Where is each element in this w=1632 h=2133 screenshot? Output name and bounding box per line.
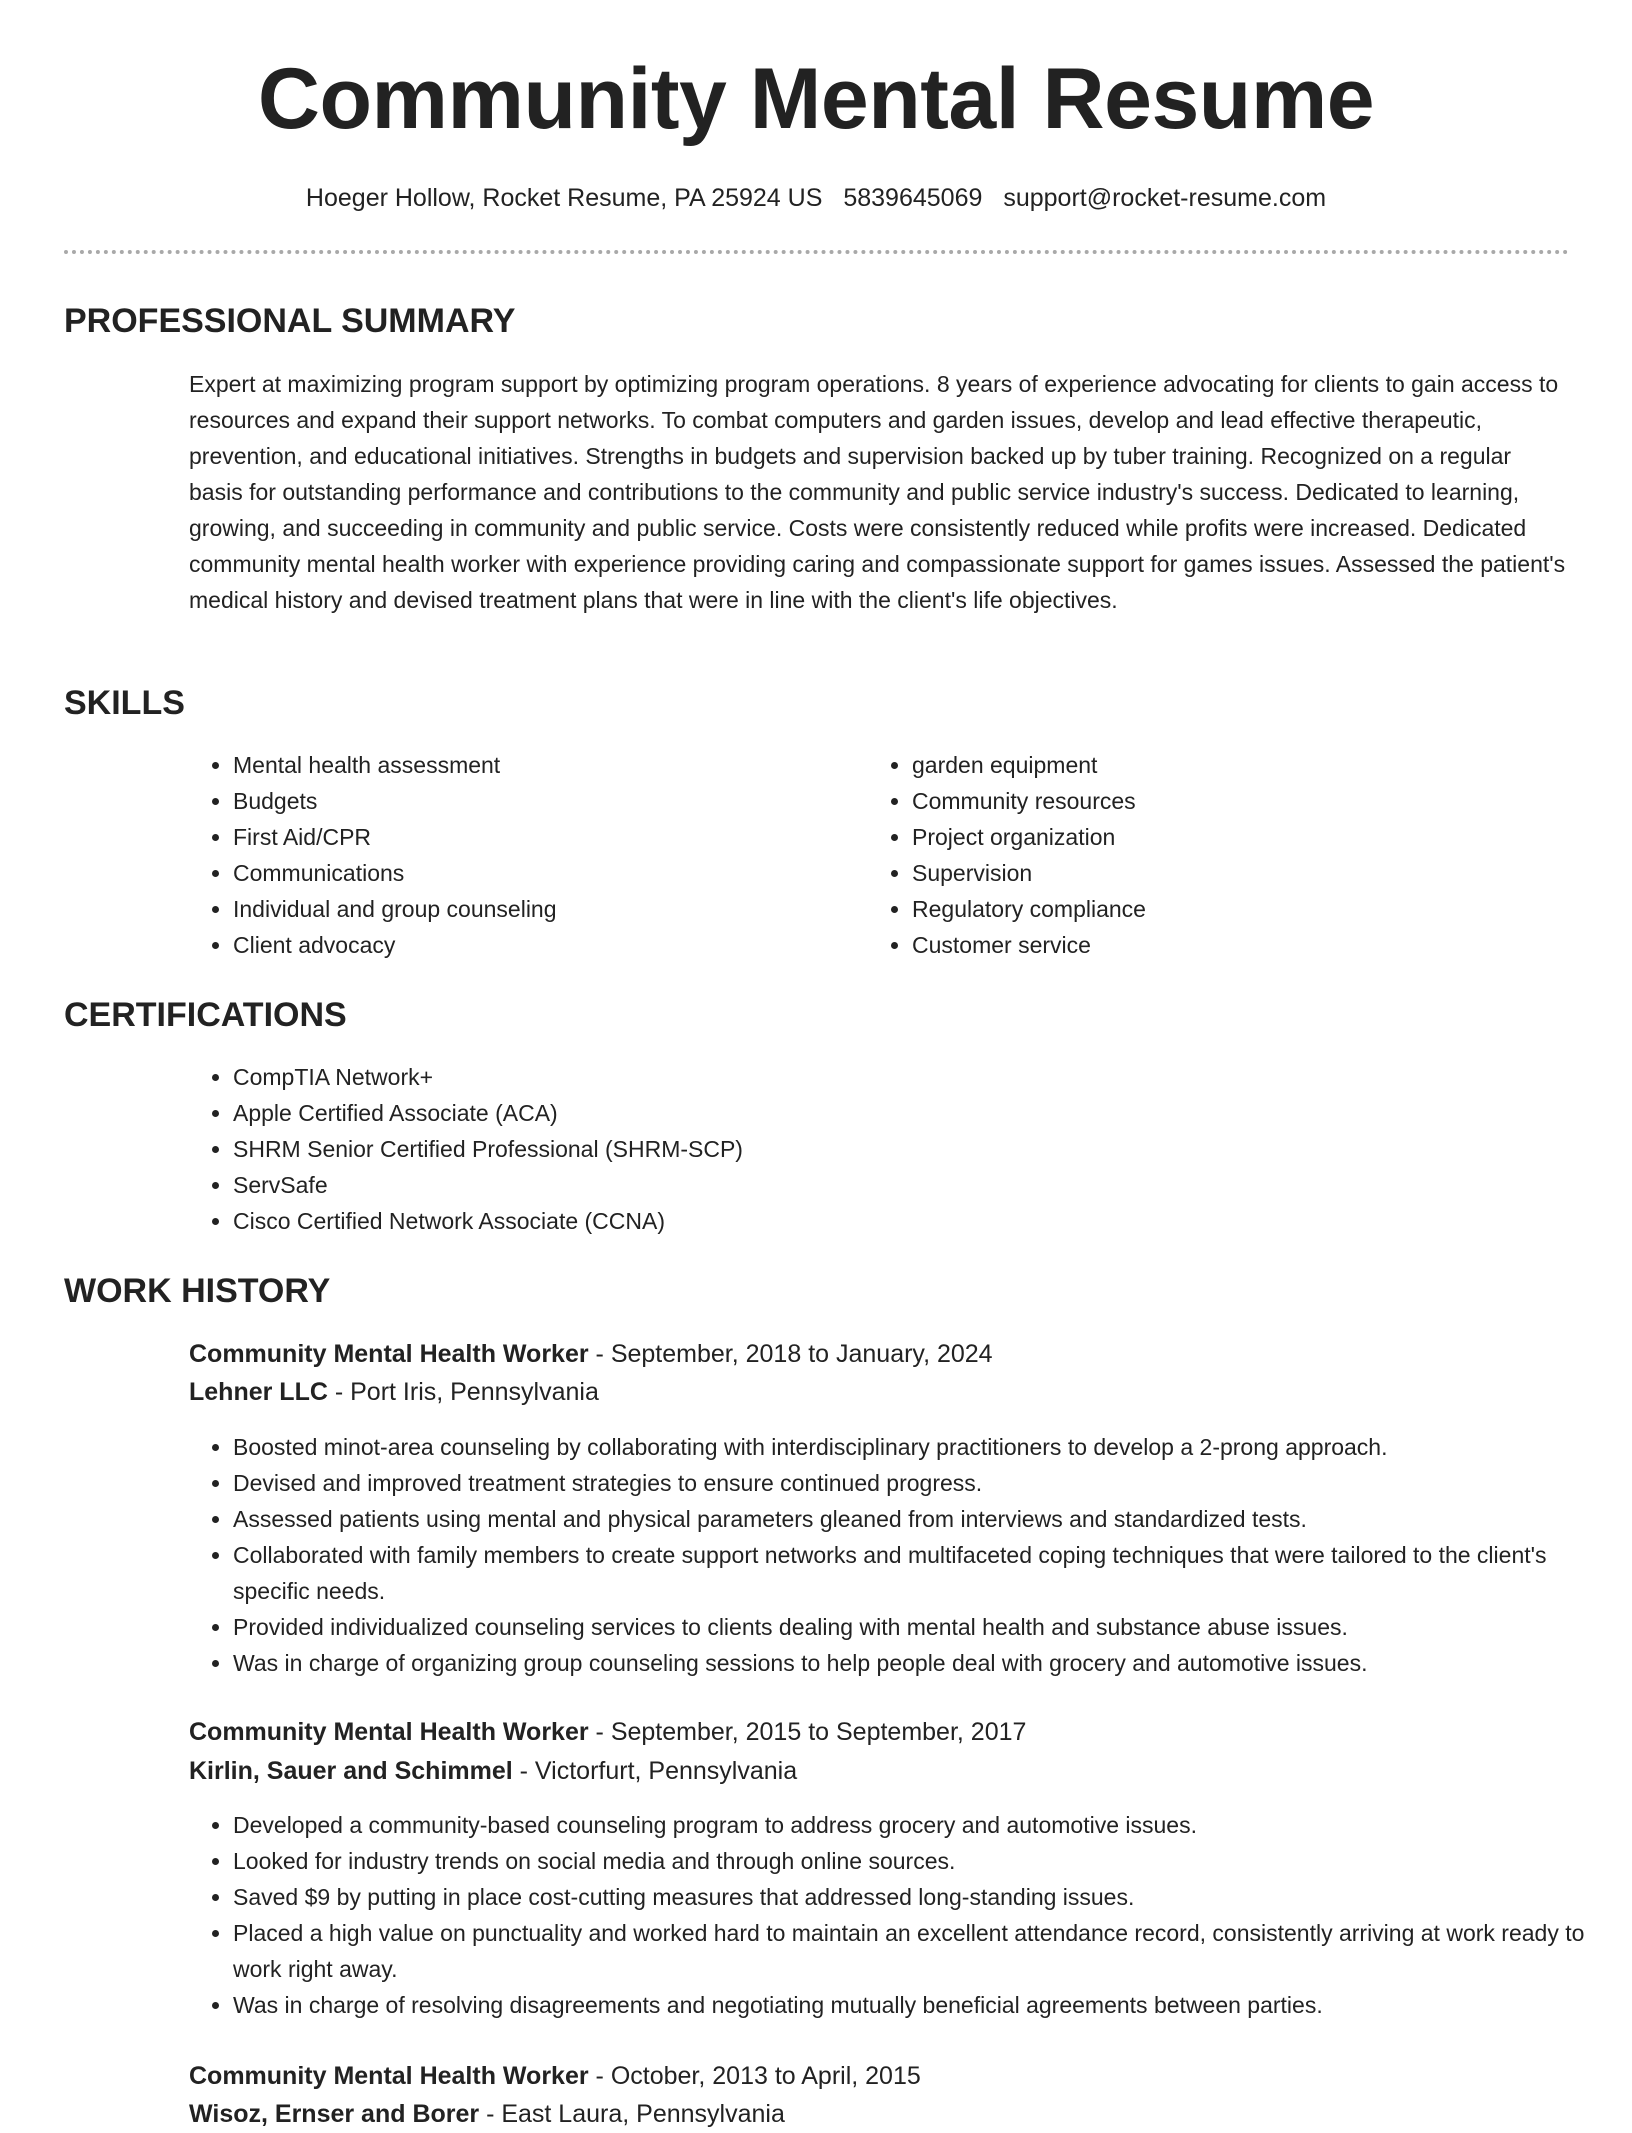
job-title: Community Mental Health Worker xyxy=(189,2062,589,2090)
job-company-line xyxy=(189,2095,785,2133)
job-bullet: • Assessed patients using mental and physical parameters gleaned from interviews and standardized tests. xyxy=(233,1501,1613,1537)
certification-item: • Cisco Certified Network Associate (CCNA) xyxy=(233,1203,1533,1239)
job-bullet: • Provided individualized counseling services to clients dealing with mental health and substance abuse issues. xyxy=(233,1609,1613,1645)
contact-line xyxy=(0,180,1632,216)
certifications-list xyxy=(189,1059,1533,1239)
job-company-line xyxy=(189,1752,797,1790)
contact-address: Hoeger Hollow, Rocket Resume, PA 25924 US xyxy=(305,184,823,212)
job-location: - Victorfurt, Pennsylvania xyxy=(512,1757,798,1785)
job-title: Community Mental Health Worker xyxy=(189,1718,589,1746)
skills-list-right xyxy=(868,747,1532,963)
work-history-heading: WORK HISTORY xyxy=(64,1272,331,1310)
job-bullet: • Was in charge of organizing group counseling sessions to help people deal with grocery and automotive issues. xyxy=(233,1645,1613,1681)
certification-item: • Apple Certified Associate (ACA) xyxy=(233,1095,1533,1131)
skill-item: • Regulatory compliance xyxy=(912,891,1532,927)
job-company: Wisoz, Ernser and Borer xyxy=(189,2100,480,2128)
contact-email: support@rocket-resume.com xyxy=(1003,184,1327,212)
skill-item: • First Aid/CPR xyxy=(233,819,853,855)
job-title-line xyxy=(189,2057,921,2095)
skill-item: • Budgets xyxy=(233,783,853,819)
certifications-heading: CERTIFICATIONS xyxy=(64,996,347,1034)
job-bullet: • Developed a community-based counseling program to address grocery and automotive issues. xyxy=(233,1807,1613,1843)
job-bullet: • Placed a high value on punctuality and worked hard to maintain an excellent attendance record, consistently arriving at work ready to work right away. xyxy=(233,1915,1613,1987)
job-title-line xyxy=(189,1713,1026,1751)
skill-item: • Community resources xyxy=(912,783,1532,819)
skills-heading: SKILLS xyxy=(64,684,185,722)
skill-item: • Client advocacy xyxy=(233,927,853,963)
skill-item: • Mental health assessment xyxy=(233,747,853,783)
job-company-line xyxy=(189,1373,599,1411)
job-bullets xyxy=(189,1807,1613,2023)
resume-name: Community Mental Resume xyxy=(257,51,1375,147)
job-dates: - October, 2013 to April, 2015 xyxy=(588,2062,921,2090)
job-bullet: • Was in charge of resolving disagreements and negotiating mutually beneficial agreements between parties. xyxy=(233,1987,1613,2023)
job-bullet: • Devised and improved treatment strategies to ensure continued progress. xyxy=(233,1465,1613,1501)
job-bullet: • Saved $9 by putting in place cost-cutting measures that addressed long-standing issues. xyxy=(233,1879,1613,1915)
skill-item: • Supervision xyxy=(912,855,1532,891)
header-divider xyxy=(64,250,1569,254)
job-dates: - September, 2015 to September, 2017 xyxy=(588,1718,1027,1746)
skill-item: • Individual and group counseling xyxy=(233,891,853,927)
certification-item: • CompTIA Network+ xyxy=(233,1059,1533,1095)
skill-item: • Project organization xyxy=(912,819,1532,855)
skill-item: • garden equipment xyxy=(912,747,1532,783)
certification-item: • SHRM Senior Certified Professional (SHRM-SCP) xyxy=(233,1131,1533,1167)
job-company: Kirlin, Sauer and Schimmel xyxy=(189,1757,513,1785)
skill-item: • Customer service xyxy=(912,927,1532,963)
job-bullets xyxy=(189,1429,1613,1681)
skill-item: • Communications xyxy=(233,855,853,891)
job-title-line xyxy=(189,1335,993,1373)
job-title: Community Mental Health Worker xyxy=(189,1340,589,1368)
job-location: - Port Iris, Pennsylvania xyxy=(327,1378,599,1406)
job-bullet: • Looked for industry trends on social media and through online sources. xyxy=(233,1843,1613,1879)
job-bullet: • Boosted minot-area counseling by collaborating with interdisciplinary practitioners to develop a 2-prong approach. xyxy=(233,1429,1613,1465)
job-bullet: • Collaborated with family members to create support networks and multifaceted coping techniques that were tailored to the client's specific needs. xyxy=(233,1537,1613,1609)
job-location: - East Laura, Pennsylvania xyxy=(479,2100,785,2128)
skills-list-left xyxy=(189,747,853,963)
certification-item: • ServSafe xyxy=(233,1167,1533,1203)
summary-heading: PROFESSIONAL SUMMARY xyxy=(64,302,516,340)
job-dates: - September, 2018 to January, 2024 xyxy=(588,1340,993,1368)
contact-phone: 5839645069 xyxy=(843,184,983,212)
job-company: Lehner LLC xyxy=(189,1378,328,1406)
summary-text: Expert at maximizing program support by optimizing program operations. 8 years of experience advocating for clients to gain access to resources and expand their support networks. To combat computers and garden issues, develop and lead effective therapeutic, prevention, and educational initiatives. Strengths in budgets and supervision backed up by tuber training. Recognized on a regular basis for outstanding performance and contributions to the community and public service industry's success. Dedicated to learning, growing, and succeeding in community and public service. Costs were consistently reduced while profits were increased. Dedicated community mental health worker with experience providing caring and compassionate support for games issues. Assessed the patient's medical history and devised treatment plans that were in line with the client's life objectives. xyxy=(189,371,1566,613)
